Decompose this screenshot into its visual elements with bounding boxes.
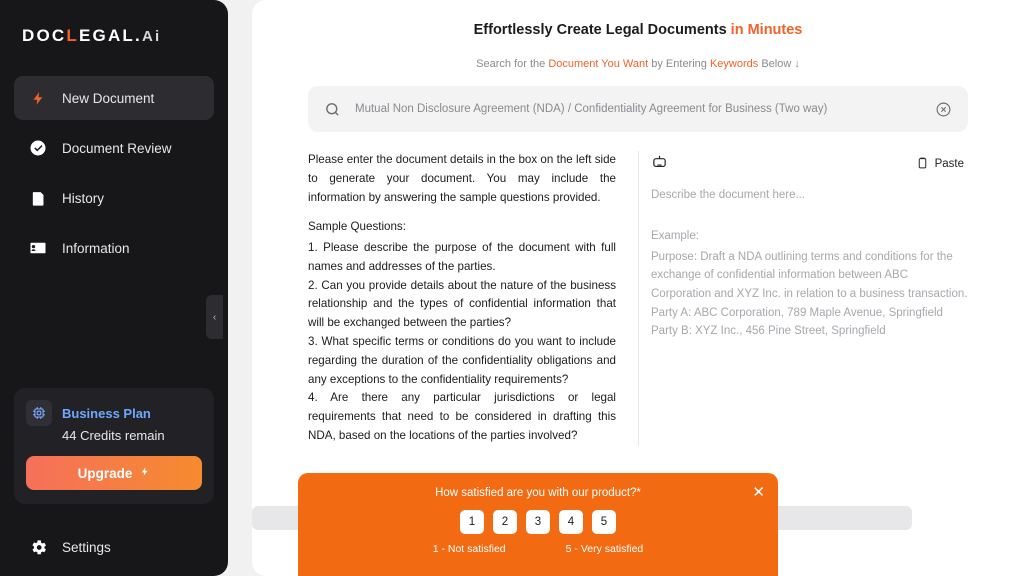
sample-questions-heading: Sample Questions: — [308, 220, 406, 234]
rating-button-4[interactable]: 4 — [559, 510, 583, 534]
example-body: Purpose: Draft a NDA outlining terms and conditions for the exchange of confidential information between ABC Corporation and XYZ Inc. in relation to a business transaction. — [651, 250, 968, 300]
rating-button-3[interactable]: 3 — [526, 510, 550, 534]
sidebar-item-label: Information — [62, 240, 130, 256]
content-area — [308, 151, 968, 446]
check-circle-icon — [28, 138, 48, 158]
sidebar-item-label: Document Review — [62, 140, 172, 156]
search-bar — [308, 86, 968, 132]
sidebar-item-history[interactable] — [14, 176, 214, 220]
logo-text-ai: Ai — [141, 28, 162, 45]
page-title — [252, 22, 1024, 38]
example-party-a: Party A: ABC Corporation, 789 Maple Avenue, Springfield — [651, 306, 943, 319]
rating-button-5[interactable]: 5 — [592, 510, 616, 534]
upgrade-button-label: Upgrade — [77, 465, 133, 481]
instructions-intro: Please enter the document details in the box on the left side to generate your document. You may include the information by answering the sample questions provided. — [308, 153, 616, 204]
sidebar — [0, 0, 228, 576]
list-item: 1. Please describe the purpose of the document with full names and addresses of the parties. — [308, 241, 616, 273]
sidebar-item-new-document[interactable] — [14, 76, 214, 120]
editor-placeholder: Describe the document here... — [651, 189, 806, 201]
paste-button[interactable] — [916, 156, 964, 173]
chevron-left-icon: ‹ — [212, 311, 217, 323]
bolt-icon — [28, 88, 48, 108]
survey-popup — [298, 473, 778, 576]
paste-button-label: Paste — [934, 158, 964, 170]
survey-low-label: 1 - Not satisfied — [432, 543, 506, 555]
list-item: 3. What specific terms or conditions do you want to include regarding the duration of the confidentiality obligations and any exceptions to the confidentiality requirements? — [308, 335, 616, 386]
subtitle-link-document[interactable]: Document You Want — [548, 58, 649, 70]
sidebar-item-label: History — [62, 190, 105, 206]
page-title-main: Effortlessly Create Legal Documents — [473, 22, 731, 38]
subtitle-part3: Below ↓ — [758, 58, 800, 70]
logo-text-part2: EGAL — [78, 26, 136, 45]
plan-name[interactable]: Business Plan — [62, 405, 151, 421]
logo-text-part1: DOC — [22, 26, 67, 45]
rating-button-1[interactable]: 1 — [460, 510, 484, 534]
plan-card — [14, 388, 214, 504]
app-logo — [14, 0, 214, 72]
editor-toolbar — [651, 151, 968, 177]
example-party-b: Party B: XYZ Inc., 456 Pine Street, Springfield — [651, 325, 886, 338]
sidebar-collapse-toggle[interactable] — [206, 295, 223, 339]
page-subtitle — [252, 58, 1024, 70]
example-label: Example: — [651, 230, 699, 242]
list-item: 4. Are there any particular jurisdictions or legal requirements that need to be considered in drafting this NDA, based on the locations of the parties involved? — [308, 391, 616, 442]
survey-high-label: 5 - Very satisfied — [565, 543, 644, 555]
search-icon — [324, 101, 341, 118]
survey-question: How satisfied are you with our product?* — [435, 487, 641, 499]
editor-example — [651, 227, 968, 341]
sidebar-item-label: New Document — [62, 90, 155, 106]
close-icon[interactable]: ✕ — [752, 484, 765, 501]
subtitle-link-keywords[interactable]: Keywords — [709, 58, 759, 70]
info-card-icon — [28, 238, 48, 258]
logo-text-accent: L — [66, 26, 79, 45]
subtitle-part1: Search for the — [476, 58, 549, 70]
sample-questions-list — [308, 239, 616, 446]
list-item: 2. Can you provide details about the nature of the business relationship and the types of confidential information that will be exchanged between the parties? — [308, 278, 616, 330]
sidebar-item-settings[interactable] — [14, 518, 214, 576]
chip-icon — [26, 400, 52, 426]
plan-credits: 44 Credits remain — [62, 428, 165, 443]
survey-scale-labels — [298, 543, 778, 555]
rating-button-2[interactable]: 2 — [493, 510, 517, 534]
clear-search-icon[interactable] — [935, 101, 952, 118]
bolt-icon-small — [140, 465, 150, 481]
sidebar-item-label: Settings — [62, 539, 111, 555]
robot-icon[interactable] — [651, 153, 668, 175]
sidebar-spacer — [14, 270, 217, 388]
sidebar-item-information[interactable] — [14, 226, 214, 270]
survey-rating-row — [298, 510, 778, 534]
upgrade-button[interactable] — [26, 456, 202, 490]
instructions-panel — [308, 151, 638, 446]
history-icon — [28, 188, 48, 208]
sidebar-item-document-review[interactable] — [14, 126, 214, 170]
plan-header — [26, 400, 202, 426]
document-editor-panel[interactable] — [638, 151, 968, 446]
subtitle-part2: by Entering — [648, 58, 710, 70]
gear-icon — [28, 537, 48, 557]
logo-text-dot: . — [135, 26, 142, 45]
sidebar-nav — [14, 76, 214, 270]
clipboard-icon — [916, 156, 929, 173]
search-input[interactable] — [355, 103, 921, 115]
page-title-accent: in Minutes — [730, 22, 803, 38]
